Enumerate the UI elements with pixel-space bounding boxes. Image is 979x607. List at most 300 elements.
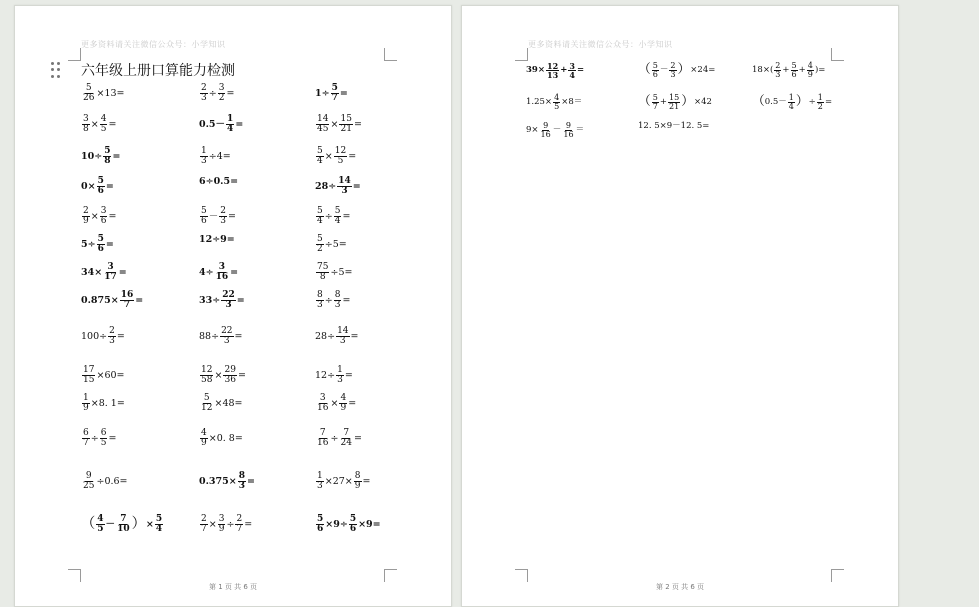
expression-text: 4÷ xyxy=(199,266,214,278)
math-problem xyxy=(752,94,832,111)
denominator: 3 xyxy=(334,300,341,311)
expression-text: = xyxy=(342,210,351,222)
numerator: 2 xyxy=(201,514,207,524)
denominator: 13 xyxy=(546,70,559,81)
expression-text: 0.5－ xyxy=(764,97,787,108)
denominator: 6 xyxy=(317,524,324,535)
expression-text: ×48= xyxy=(214,397,243,409)
numerator: 2 xyxy=(775,61,781,70)
margin-mark-bottom-right xyxy=(384,569,397,582)
expression-text: = xyxy=(247,475,255,487)
denominator: 7 xyxy=(201,524,207,535)
denominator: 3 xyxy=(109,336,115,347)
expression-text: + xyxy=(560,65,568,76)
denominator: 7 xyxy=(236,524,243,535)
denominator: 6 xyxy=(652,70,658,80)
expression-text: + xyxy=(798,65,806,76)
math-problem xyxy=(81,472,128,491)
denominator: 2 xyxy=(317,244,323,255)
math-problem xyxy=(315,115,362,134)
fraction xyxy=(316,472,324,491)
expression-text: + xyxy=(782,65,790,76)
expression-text: 39× xyxy=(526,65,545,76)
fraction xyxy=(652,62,659,79)
left-paren: （ xyxy=(638,94,651,110)
expression-text: － xyxy=(208,210,219,222)
math-problem xyxy=(81,115,116,134)
numerator: 15 xyxy=(669,93,680,102)
math-problem xyxy=(315,366,353,385)
fraction xyxy=(668,94,680,111)
math-problem xyxy=(81,429,116,448)
fraction xyxy=(96,515,104,534)
numerator: 5 xyxy=(334,206,341,216)
expression-text: = xyxy=(108,432,117,444)
denominator: 3 xyxy=(339,336,346,347)
fraction xyxy=(791,62,798,79)
fraction xyxy=(562,122,574,139)
math-problem xyxy=(315,263,352,282)
expression-text: 18×( xyxy=(752,65,774,76)
denominator: 6 xyxy=(201,216,207,227)
math-problem xyxy=(81,235,114,254)
expression-text: × xyxy=(214,369,223,381)
expression-text: = xyxy=(112,150,121,162)
fraction xyxy=(316,115,329,134)
expression-text: = xyxy=(234,330,243,342)
expression-text: － xyxy=(552,125,562,136)
expression-text: = xyxy=(228,210,236,222)
expression-text: = xyxy=(348,150,357,162)
numerator: 22 xyxy=(222,290,235,300)
fraction xyxy=(200,207,208,226)
numerator: 1 xyxy=(317,471,323,481)
numerator: 16 xyxy=(120,290,134,300)
numerator: 1 xyxy=(337,365,343,375)
math-problem xyxy=(81,207,116,226)
expression-text: + xyxy=(659,97,668,108)
numerator: 3 xyxy=(319,393,326,403)
math-problem xyxy=(199,291,245,310)
math-problem xyxy=(526,122,584,139)
numerator: 1 xyxy=(788,93,794,102)
expression-text: = xyxy=(348,397,357,409)
expression-text: × xyxy=(208,518,217,530)
fraction xyxy=(221,291,236,310)
denominator: 3 xyxy=(670,70,676,80)
fraction xyxy=(82,207,90,226)
math-problem xyxy=(315,147,356,166)
expression-text: = xyxy=(339,87,348,99)
fraction xyxy=(103,147,111,166)
numerator: 2 xyxy=(220,206,227,216)
math-problem xyxy=(199,366,246,385)
math-problem xyxy=(199,263,238,282)
math-problem xyxy=(81,177,114,196)
expression-text: = xyxy=(237,369,246,381)
denominator: 3 xyxy=(238,481,245,492)
expression-text: ×27× xyxy=(324,475,353,487)
math-problem xyxy=(199,327,243,346)
denominator: 5 xyxy=(100,124,107,135)
numerator: 8 xyxy=(354,471,361,481)
drag-handle-icon[interactable] xyxy=(51,62,61,78)
math-problem xyxy=(315,84,348,103)
denominator: 4 xyxy=(569,70,575,81)
numerator: 1 xyxy=(227,114,234,124)
denominator: 9 xyxy=(807,70,813,80)
math-problem xyxy=(199,429,243,448)
fraction xyxy=(200,147,208,166)
math-problem xyxy=(81,147,120,166)
fraction xyxy=(82,84,95,103)
numerator: 5 xyxy=(317,146,323,156)
math-problem xyxy=(638,94,712,111)
math-problem xyxy=(81,366,125,385)
denominator: 4 xyxy=(227,124,234,135)
denominator: 4 xyxy=(155,524,163,535)
expression-text: = xyxy=(230,266,239,278)
numerator: 5 xyxy=(203,393,210,403)
margin-mark-bottom-right xyxy=(831,569,844,582)
numerator: 3 xyxy=(83,114,89,124)
numerator: 75 xyxy=(317,262,329,272)
numerator: 6 xyxy=(100,428,107,438)
denominator: 6 xyxy=(791,70,797,80)
numerator: 8 xyxy=(317,290,323,300)
expression-text: 10÷ xyxy=(81,150,103,162)
fraction xyxy=(788,94,795,111)
expression-text: 88÷ xyxy=(199,330,220,342)
fraction xyxy=(200,429,208,448)
expression-text: 5÷ xyxy=(81,238,96,250)
numerator: 5 xyxy=(652,93,658,102)
expression-text: 33÷ xyxy=(199,294,221,306)
fraction xyxy=(316,147,324,166)
fraction xyxy=(316,515,324,534)
numerator: 2 xyxy=(201,83,207,93)
numerator: 12 xyxy=(201,365,213,375)
numerator: 2 xyxy=(236,514,243,524)
fraction xyxy=(97,235,105,254)
expression-text: = xyxy=(235,118,244,130)
numerator: 5 xyxy=(652,61,658,70)
page-footer: 第 2 页 共 6 页 xyxy=(655,583,705,591)
fraction xyxy=(200,394,213,413)
expression-text: )= xyxy=(814,65,826,76)
denominator: 45 xyxy=(317,124,329,135)
math-problem xyxy=(81,394,125,413)
math-problem xyxy=(315,429,362,448)
fraction xyxy=(235,515,243,534)
denominator: 6 xyxy=(97,244,104,255)
denominator: 4 xyxy=(317,216,323,227)
expression-text: 28÷ xyxy=(315,330,336,342)
expression-text: ×0. 8= xyxy=(208,432,243,444)
right-paren: ） xyxy=(677,62,691,78)
numerator: 1 xyxy=(201,146,207,156)
fraction xyxy=(349,515,357,534)
numerator: 9 xyxy=(85,471,92,481)
numerator: 5 xyxy=(104,146,111,156)
expression-text: = xyxy=(108,118,117,130)
margin-mark-bottom-left xyxy=(515,569,528,582)
denominator: 9 xyxy=(218,524,225,535)
expression-text: × xyxy=(145,518,154,530)
denominator: 3 xyxy=(317,481,323,492)
expression-text: 0.875× xyxy=(81,294,119,306)
math-problem xyxy=(315,207,350,226)
numerator: 1 xyxy=(817,93,823,102)
denominator: 16 xyxy=(563,130,574,140)
numerator: 17 xyxy=(83,365,95,375)
fraction xyxy=(82,366,95,385)
expression-text: = xyxy=(353,118,362,130)
denominator: 9 xyxy=(354,481,361,492)
numerator: 4 xyxy=(554,93,560,102)
expression-text: ×24= xyxy=(690,65,716,76)
expression-text: 9× xyxy=(526,125,539,136)
math-problem xyxy=(315,291,350,310)
fraction xyxy=(218,84,226,103)
expression-text: － xyxy=(105,518,116,530)
math-problem xyxy=(199,147,231,166)
math-problem xyxy=(199,177,238,187)
numerator: 9 xyxy=(543,121,549,130)
denominator: 12 xyxy=(201,403,213,414)
left-paren: （ xyxy=(752,94,765,110)
fraction xyxy=(337,177,352,196)
numerator: 4 xyxy=(201,428,207,438)
math-problem xyxy=(315,472,370,491)
expression-text: 100÷ xyxy=(81,330,108,342)
numerator: 3 xyxy=(100,206,107,216)
expression-text: ÷ xyxy=(330,432,339,444)
expression-text: ×13= xyxy=(96,87,125,99)
left-paren: （ xyxy=(638,62,651,78)
expression-text: 6÷0.5= xyxy=(199,176,239,187)
numerator: 3 xyxy=(107,262,114,272)
fraction xyxy=(334,207,342,226)
fraction xyxy=(316,235,324,254)
numerator: 5 xyxy=(201,206,207,216)
math-problem xyxy=(315,177,361,196)
denominator: 26 xyxy=(83,93,95,104)
math-problem xyxy=(315,327,359,346)
denominator: 25 xyxy=(83,481,95,492)
numerator: 5 xyxy=(331,83,338,93)
math-problem xyxy=(752,62,825,79)
fraction xyxy=(82,115,90,134)
fraction xyxy=(223,366,236,385)
math-problem xyxy=(199,207,236,226)
math-problem xyxy=(81,263,127,282)
right-paren: ） xyxy=(795,94,809,110)
fraction xyxy=(553,94,560,111)
fraction xyxy=(116,515,131,534)
expression-text: = xyxy=(116,330,125,342)
fraction xyxy=(568,62,576,79)
expression-text: ÷ xyxy=(208,87,217,99)
worksheet-title[interactable]: 六年级上册口算能力检测 xyxy=(81,63,235,79)
expression-text: 0× xyxy=(81,180,96,192)
denominator: 5 xyxy=(97,524,104,535)
expression-text: ×8＝ xyxy=(561,97,583,108)
numerator: 5 xyxy=(85,83,92,93)
numerator: 5 xyxy=(317,514,324,524)
fraction xyxy=(316,207,324,226)
expression-text: 34× xyxy=(81,266,103,278)
fraction xyxy=(103,263,118,282)
denominator: 6 xyxy=(97,186,104,197)
numerator: 14 xyxy=(317,114,329,124)
expression-text: ×9÷ xyxy=(325,518,348,530)
math-problem xyxy=(638,122,709,131)
denominator: 3 xyxy=(201,93,207,104)
document-page-2 xyxy=(461,5,899,607)
margin-mark-top-left xyxy=(68,48,81,61)
fraction xyxy=(155,515,163,534)
numerator: 4 xyxy=(100,114,107,124)
expression-text: 12÷ xyxy=(315,369,336,381)
numerator: 6 xyxy=(83,428,89,438)
math-problem xyxy=(315,515,381,534)
numerator: 7 xyxy=(319,428,326,438)
denominator: 3 xyxy=(201,156,207,167)
expression-text: × xyxy=(330,118,339,130)
numerator: 3 xyxy=(218,262,225,272)
math-problem xyxy=(315,235,347,254)
expression-text: 12. 5×9－12. 5= xyxy=(638,121,710,131)
numerator: 2 xyxy=(83,206,89,216)
fraction xyxy=(316,263,329,282)
expression-text: × xyxy=(324,150,333,162)
math-problem xyxy=(199,235,235,245)
expression-text: 1÷ xyxy=(315,87,330,99)
denominator: 3 xyxy=(220,216,227,227)
numerator: 9 xyxy=(565,121,572,130)
expression-text: ÷5= xyxy=(330,266,353,278)
numerator: 4 xyxy=(97,514,104,524)
fraction xyxy=(120,291,135,310)
expression-text: ×42 xyxy=(694,97,712,108)
expression-text: = xyxy=(236,294,245,306)
expression-text: 12÷9= xyxy=(199,234,235,245)
margin-mark-top-left xyxy=(515,48,528,61)
header-note: 更多资料请关注微信公众号：小学知识 xyxy=(528,40,673,49)
expression-text: ÷5= xyxy=(324,238,347,250)
denominator: 8 xyxy=(104,156,111,167)
numerator: 3 xyxy=(569,61,575,71)
expression-text: × xyxy=(90,210,99,222)
expression-text: = xyxy=(576,65,585,76)
numerator: 3 xyxy=(218,83,225,93)
margin-mark-top-right xyxy=(831,48,844,61)
expression-text: = xyxy=(353,432,362,444)
numerator: 5 xyxy=(317,206,323,216)
numerator: 14 xyxy=(338,176,351,186)
numerator: 7 xyxy=(343,428,350,438)
denominator: 8 xyxy=(83,124,89,135)
denominator: 7 xyxy=(331,93,338,104)
fraction xyxy=(100,429,108,448)
numerator: 5 xyxy=(97,176,104,186)
fraction xyxy=(807,62,814,79)
denominator: 5 xyxy=(554,102,560,112)
expression-text: ÷ xyxy=(324,294,333,306)
denominator: 15 xyxy=(83,375,95,386)
denominator: 3 xyxy=(337,375,343,386)
math-problem xyxy=(81,327,125,346)
fraction xyxy=(97,177,105,196)
denominator: 9 xyxy=(201,438,207,449)
fraction xyxy=(817,94,824,111)
expression-text: ÷ xyxy=(324,210,333,222)
right-paren: ） xyxy=(131,516,146,533)
expression-text: = xyxy=(244,518,253,530)
numerator: 2 xyxy=(670,61,676,70)
denominator: 3 xyxy=(223,336,230,347)
fraction xyxy=(200,84,208,103)
math-problem xyxy=(638,62,715,79)
fraction xyxy=(546,62,559,79)
numerator: 7 xyxy=(120,514,127,524)
fraction xyxy=(331,84,339,103)
denominator: 9 xyxy=(83,216,89,227)
denominator: 58 xyxy=(201,375,213,386)
expression-text: ÷4= xyxy=(208,150,231,162)
expression-text: 0.5－ xyxy=(199,118,226,130)
page-footer: 第 1 页 共 6 页 xyxy=(208,583,258,591)
math-problem xyxy=(81,291,143,310)
denominator: 16 xyxy=(540,130,551,140)
document-page-1 xyxy=(14,5,452,607)
expression-text: 28÷ xyxy=(315,180,337,192)
denominator: 2 xyxy=(218,93,225,104)
denominator: 8 xyxy=(319,272,326,283)
fraction xyxy=(82,394,90,413)
math-problem xyxy=(526,94,582,111)
fraction xyxy=(316,429,329,448)
numerator: 22 xyxy=(221,326,233,336)
expression-text: = xyxy=(105,180,114,192)
left-paren: （ xyxy=(81,516,96,533)
expression-text: 1.25× xyxy=(526,97,553,108)
numerator: 5 xyxy=(349,514,357,524)
denominator: 3 xyxy=(775,70,781,80)
expression-text: × xyxy=(330,397,339,409)
fraction xyxy=(226,115,234,134)
expression-text: ×8. 1= xyxy=(90,397,125,409)
numerator: 12 xyxy=(334,146,347,156)
denominator: 6 xyxy=(100,216,107,227)
margin-mark-bottom-left xyxy=(68,569,81,582)
numerator: 2 xyxy=(109,326,115,336)
math-problem xyxy=(199,515,252,534)
denominator: 16 xyxy=(317,403,329,414)
denominator: 4 xyxy=(788,102,794,112)
numerator: 5 xyxy=(791,61,797,70)
fraction xyxy=(82,472,95,491)
math-problem xyxy=(199,84,234,103)
denominator: 24 xyxy=(340,438,352,449)
fraction xyxy=(238,472,246,491)
header-note: 更多资料请关注微信公众号：小学知识 xyxy=(81,40,226,49)
numerator: 1 xyxy=(83,393,89,403)
numerator: 5 xyxy=(317,234,323,244)
expression-text: = xyxy=(226,87,235,99)
denominator: 21 xyxy=(340,124,352,135)
